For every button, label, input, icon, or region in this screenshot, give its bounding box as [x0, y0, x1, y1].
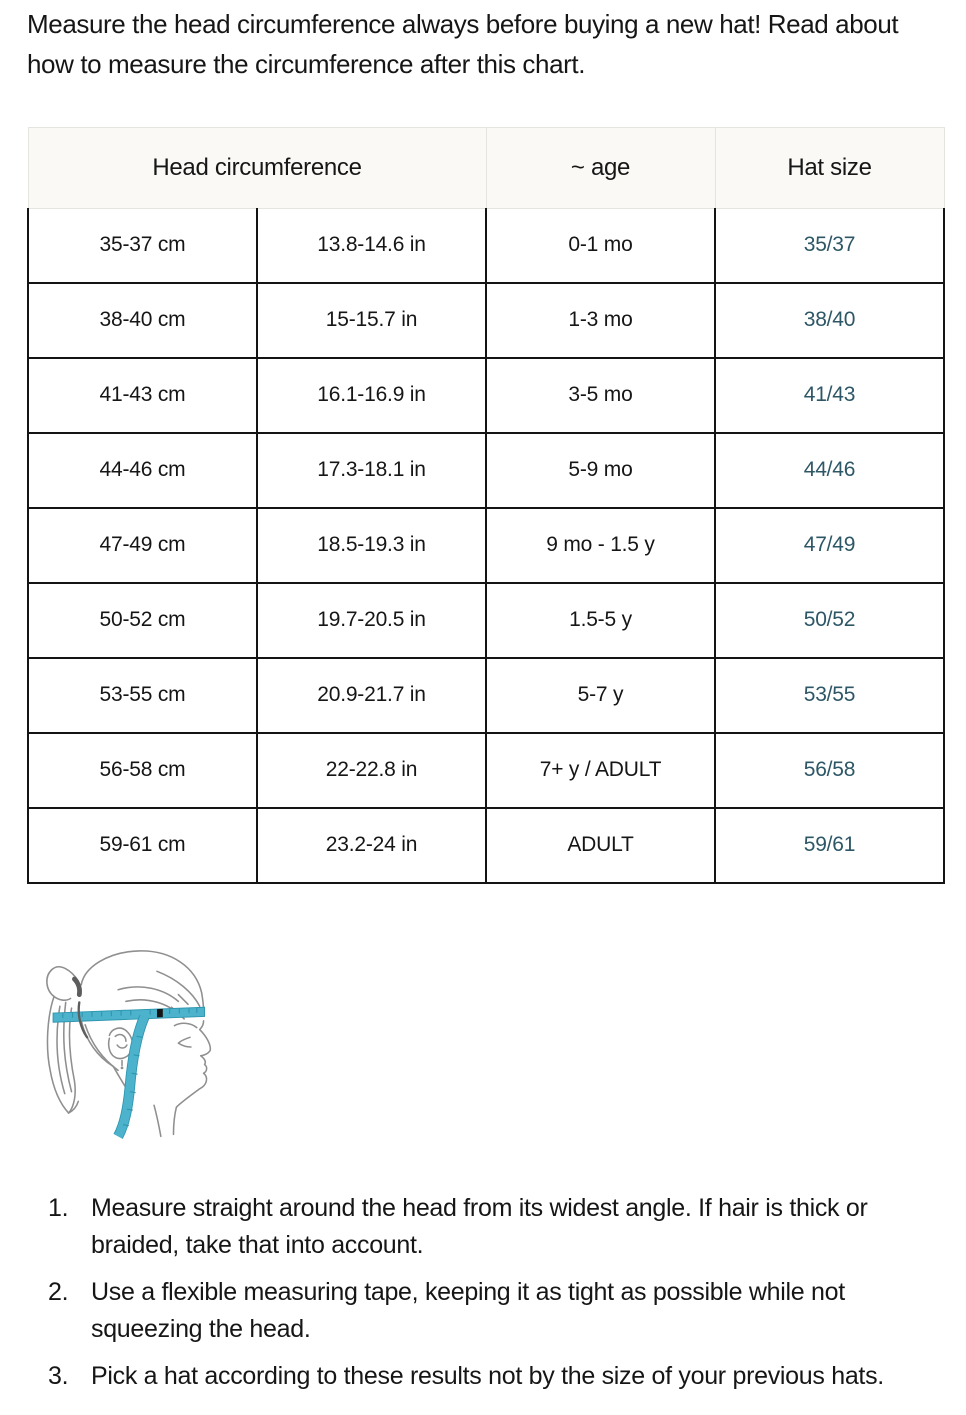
cell-age: 0-1 mo: [486, 208, 715, 283]
table-row: [28, 358, 944, 433]
list-item-number: 3.: [48, 1361, 69, 1390]
intro-paragraph: Measure the head circumference always before buying a new hat! Read about how to measure the circumference after this chart.: [27, 9, 899, 80]
cell-in: 18.5-19.3 in: [257, 508, 486, 583]
cell-hat-size: 50/52: [715, 583, 944, 658]
cell-in: 16.1-16.9 in: [257, 358, 486, 433]
list-item: [48, 1274, 946, 1348]
cell-age: 5-7 y: [486, 658, 715, 733]
cell-in: 20.9-21.7 in: [257, 658, 486, 733]
table-row: [28, 658, 944, 733]
list-item-text: Pick a hat according to these results not by the size of your previous hats.: [91, 1361, 884, 1390]
column-header-head-circumference: Head circumference: [28, 127, 486, 208]
list-item-number: 2.: [48, 1277, 69, 1306]
cell-age: 1.5-5 y: [486, 583, 715, 658]
list-item: [48, 1190, 946, 1264]
table-header-row: [28, 127, 944, 208]
cell-hat-size: 35/37: [715, 208, 944, 283]
cell-cm: 56-58 cm: [28, 733, 257, 808]
cell-in: 23.2-24 in: [257, 808, 486, 883]
cell-hat-size: 44/46: [715, 433, 944, 508]
measuring-tape-head-icon: [37, 948, 242, 1148]
cell-cm: 44-46 cm: [28, 433, 257, 508]
hat-size-table: [27, 127, 945, 884]
cell-age: 9 mo - 1.5 y: [486, 508, 715, 583]
list-item-text: Measure straight around the head from its widest angle. If hair is thick or braided, take that into account.: [91, 1193, 868, 1259]
cell-cm: 47-49 cm: [28, 508, 257, 583]
cell-hat-size: 59/61: [715, 808, 944, 883]
cell-hat-size: 47/49: [715, 508, 944, 583]
cell-in: 17.3-18.1 in: [257, 433, 486, 508]
cell-hat-size: 56/58: [715, 733, 944, 808]
list-item: [48, 1358, 946, 1395]
head-measurement-illustration: [37, 948, 242, 1148]
cell-in: 22-22.8 in: [257, 733, 486, 808]
column-header-hat-size: Hat size: [715, 127, 944, 208]
table-row: [28, 508, 944, 583]
list-item-number: 1.: [48, 1193, 69, 1222]
cell-hat-size: 53/55: [715, 658, 944, 733]
table-row: [28, 733, 944, 808]
table-row: [28, 808, 944, 883]
measuring-instructions-list: [48, 1190, 946, 1395]
cell-cm: 41-43 cm: [28, 358, 257, 433]
cell-age: ADULT: [486, 808, 715, 883]
table-row: [28, 208, 944, 283]
cell-hat-size: 41/43: [715, 358, 944, 433]
cell-cm: 53-55 cm: [28, 658, 257, 733]
cell-age: 7+ y / ADULT: [486, 733, 715, 808]
table-row: [28, 583, 944, 658]
cell-age: 3-5 mo: [486, 358, 715, 433]
cell-cm: 59-61 cm: [28, 808, 257, 883]
table-row: [28, 433, 944, 508]
cell-cm: 38-40 cm: [28, 283, 257, 358]
table-row: [28, 283, 944, 358]
cell-age: 5-9 mo: [486, 433, 715, 508]
column-header-age: ~ age: [486, 127, 715, 208]
cell-in: 19.7-20.5 in: [257, 583, 486, 658]
cell-cm: 50-52 cm: [28, 583, 257, 658]
list-item-text: Use a flexible measuring tape, keeping it as tight as possible while not squeezing the head.: [91, 1277, 845, 1343]
cell-in: 13.8-14.6 in: [257, 208, 486, 283]
cell-in: 15-15.7 in: [257, 283, 486, 358]
cell-cm: 35-37 cm: [28, 208, 257, 283]
cell-hat-size: 38/40: [715, 283, 944, 358]
cell-age: 1-3 mo: [486, 283, 715, 358]
